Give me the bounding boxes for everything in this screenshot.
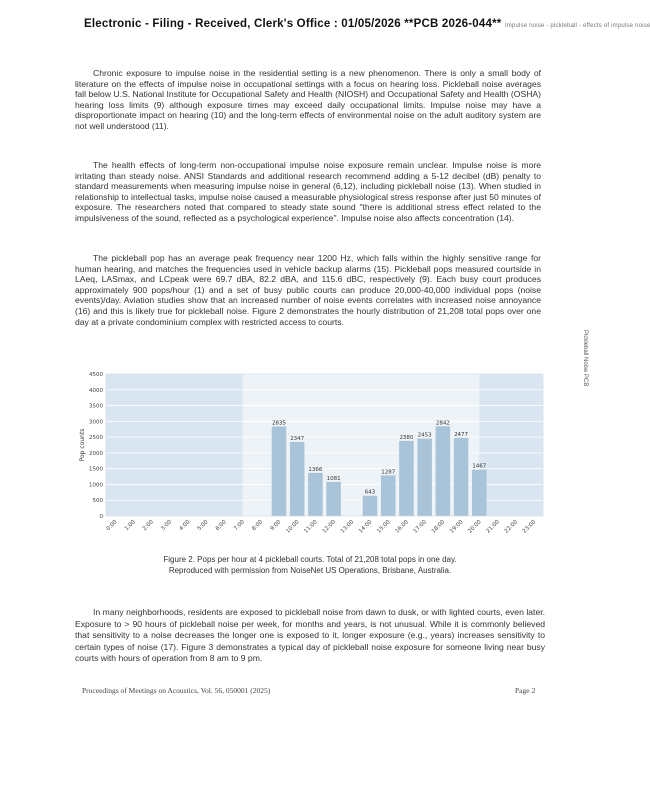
x-tick-label: 13:00 <box>339 519 356 535</box>
bar-value-label: 2835 <box>271 420 286 427</box>
caption-line-2: Reproduced with permission from NoiseNet US Operations, Brisbane, Australia. <box>168 565 452 575</box>
x-tick-label: 0:00 <box>105 519 119 533</box>
side-note: Pickleball Noise PCB <box>582 330 588 387</box>
paragraph-1: Chronic exposure to impulse noise in the residential setting is a new phenomenon. There is only a small body of literature on the effects of impulse noise in occupational settings with a focus on hearing loss. Pickleball noise averages fall below U.S. National Institute for Occupational Safety and Health (NIOSH) and Occupational Safety and Health (OSHA) hearing loss limits (9) although exposure times may exceed daily occupational limits. Impulse noise may have a disproportionate impact on hearing (10) and the long-term effects of environmental noise on the adult auditory system are not well understood (11). <box>75 68 541 131</box>
bar-1600 <box>399 441 414 516</box>
figure-caption <box>80 555 540 576</box>
x-tick-label: 12:00 <box>321 519 338 535</box>
shaded-region-night-early <box>106 374 243 516</box>
x-tick-label: 21:00 <box>485 519 501 535</box>
paragraph-4: In many neighborhoods, residents are exposed to pickleball noise from dawn to dusk, or with lighted courts, even later. Exposure to > 90 hours of pickleball noise per week, for months and years, is not unusual. While it is commonly believed that sensitivity to a noise decreases the longer one is exposed to it, longer exposure (e.g., years) increases sensitivity to certain types of noise (17). Figure 3 demonstrates a typical day of pickleball noise exposure for someone living near busy courts with hours of operation from 8 am to 9 pm. <box>75 607 545 664</box>
x-tick-label: 2:00 <box>141 519 155 533</box>
x-tick-label: 5:00 <box>196 519 210 533</box>
bar-value-label: 2453 <box>417 432 432 439</box>
x-tick-label: 4:00 <box>178 519 192 533</box>
x-tick-label: 20:00 <box>467 519 483 535</box>
bar-chart-svg <box>76 370 546 550</box>
bar-value-label: 2347 <box>290 435 305 442</box>
y-axis-label: Pop counts <box>79 428 86 462</box>
y-tick-label: 4000 <box>89 387 103 394</box>
bar-value-label: 2380 <box>399 434 414 441</box>
x-tick-label: 11:00 <box>303 519 319 535</box>
bar-1400 <box>363 496 378 516</box>
caption-line-1: Figure 2. Pops per hour at 4 pickleball courts. Total of 21,208 total pops in one day. <box>163 555 457 564</box>
bar-value-label: 1467 <box>472 463 487 470</box>
x-tick-label: 22:00 <box>503 519 520 535</box>
filing-stamp <box>84 18 650 30</box>
x-tick-label: 17:00 <box>412 519 429 535</box>
y-tick-label: 2000 <box>89 450 103 457</box>
x-tick-label: 1:00 <box>123 519 137 533</box>
x-tick-label: 6:00 <box>214 519 228 533</box>
x-tick-label: 15:00 <box>376 519 392 535</box>
y-tick-label: 4500 <box>89 372 103 378</box>
bar-value-label: 1081 <box>326 475 341 482</box>
y-tick-label: 1000 <box>89 482 103 489</box>
y-tick-label: 1500 <box>89 466 103 473</box>
x-tick-label: 8:00 <box>251 519 265 533</box>
x-tick-label: 23:00 <box>521 519 538 535</box>
bar-value-label: 1366 <box>308 466 323 473</box>
shaded-region-night-late <box>479 374 543 516</box>
bar-1200 <box>326 482 341 516</box>
y-tick-label: 500 <box>92 498 103 505</box>
bar-1800 <box>436 426 451 516</box>
faint-header-text: Impulse noise - pickleball - effects of impulse noise <box>504 23 650 29</box>
x-tick-label: 14:00 <box>357 519 374 535</box>
y-tick-label: 3000 <box>89 419 103 426</box>
bar-2000 <box>472 470 487 516</box>
x-tick-label: 10:00 <box>285 519 301 535</box>
bar-value-label: 2842 <box>435 420 450 427</box>
filing-stamp-text: Electronic - Filing - Received, Clerk's Office : 01/05/2026 **PCB 2026-044** <box>84 18 502 30</box>
x-tick-label: 9:00 <box>269 519 283 533</box>
figure-2-chart <box>76 370 546 550</box>
bar-1100 <box>308 473 323 516</box>
bar-value-label: 1287 <box>381 469 396 476</box>
x-tick-label: 18:00 <box>430 519 447 535</box>
y-tick-label: 3500 <box>89 403 103 410</box>
bar-1700 <box>417 439 432 516</box>
footer-page-number: Page 2 <box>515 686 536 695</box>
x-tick-label: 3:00 <box>160 519 174 533</box>
bar-value-label: 2477 <box>454 431 469 438</box>
bar-1500 <box>381 475 396 516</box>
paragraph-3: The pickleball pop has an average peak frequency near 1200 Hz, which falls within the highly sensitive range for human hearing, and matches the frequencies used in vehicle backup alarms (15). Pickleball pops measured courtside in LAeq, LASmax, and LCpeak were 69.7 dBA, 82.2 dBA, and 115.6 dBC, respectively (9). Each busy court produces approximately 900 pops/hour (1) and a set of busy public courts can produce 20,000-40,000 individual pops (noise events)/day. Aviation studies show that an increased number of noise events correlates with increased noise annoyance (16) and this is likely true for pickleball noise. Figure 2 demonstrates the hourly distribution of 21,208 total pops over one day at a private condominium complex with restricted access to courts. <box>75 253 541 327</box>
x-tick-label: 16:00 <box>394 519 410 535</box>
bar-value-label: 643 <box>364 489 376 496</box>
bar-900 <box>272 427 287 516</box>
y-tick-label: 2500 <box>89 435 103 442</box>
bar-1900 <box>454 438 469 516</box>
x-tick-label: 19:00 <box>449 519 465 535</box>
x-tick-label: 7:00 <box>232 519 246 533</box>
paragraph-2: The health effects of long-term non-occupational impulse noise exposure remain unclear. Impulse noise is more irritating than steady noise. ANSI Standards and additional research recommend adding a 5-12 decibel (dB) penalty to standard measurements when measuring impulse noise in general (6,12), including pickleball noise (13). When studied in relationship to intellectual tasks, impulse noise caused a measurable physiological stress response after just 50 minutes of exposure. The researchers noted that compared to steady state sound "there is additional stress effect related to the impulsiveness of the sound, reflected as a psychological experience". Impulse noise also affects concentration (14). <box>75 160 541 223</box>
bar-1000 <box>290 442 305 516</box>
footer-journal: Proceedings of Meetings on Acoustics, Vol. 56, 050001 (2025) <box>82 686 271 695</box>
y-tick-label: 0 <box>99 514 103 520</box>
